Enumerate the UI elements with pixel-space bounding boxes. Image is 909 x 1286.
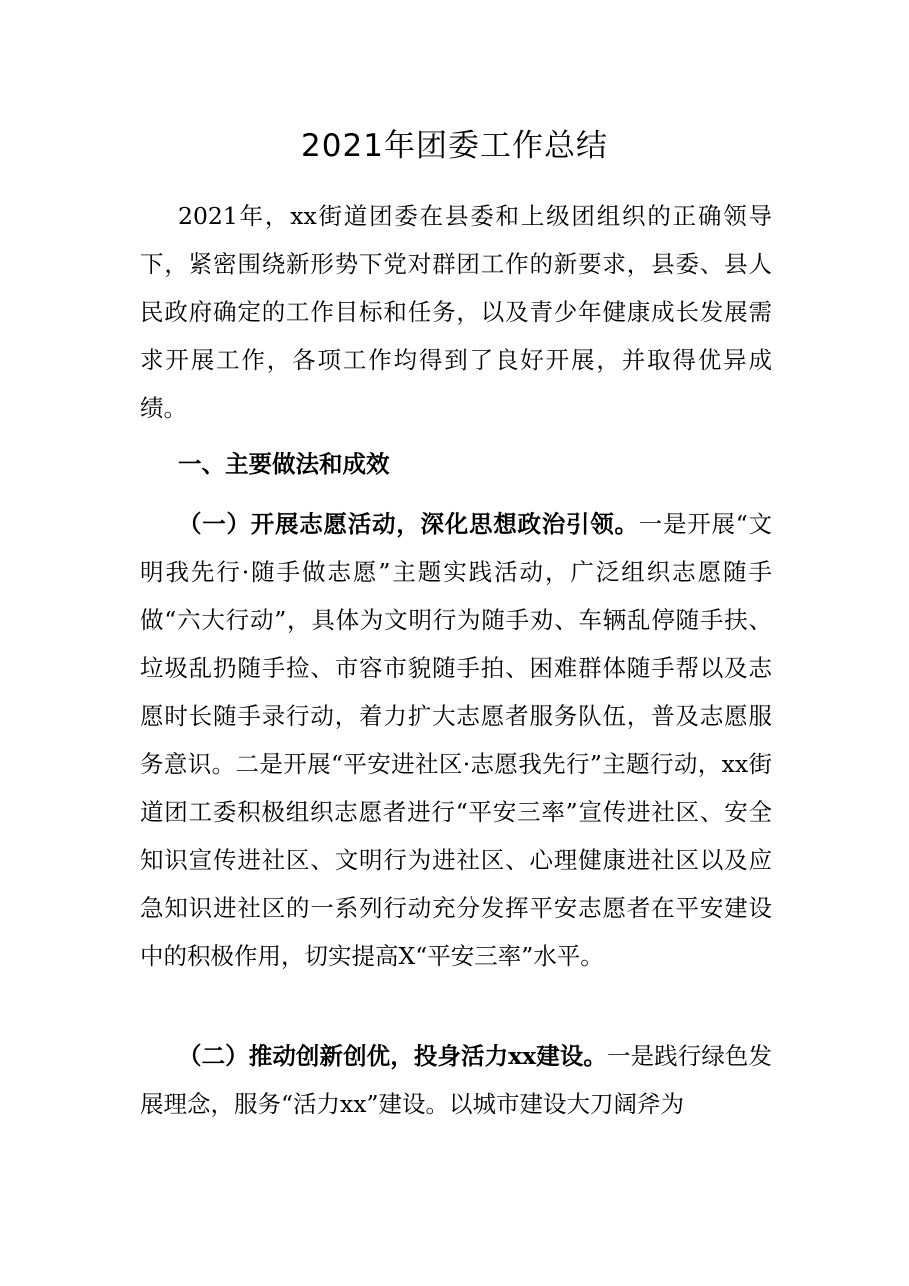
- item-2-body: 一是践行绿色发展理念，服务“活力xx”建设。以城市建设大刀阔斧为: [140, 1042, 772, 1118]
- item-1-body: 一是开展“文明我先行·随手做志愿”主题实践活动，广泛组织志愿随手做“六大行动”，具体为文明行为随手劝、车辆乱停随手扶、垃圾乱扔随手捡、市容市貌随手拍、困难群体随手帮以及志愿时长随手录行动，着力扩大志愿者服务队伍，普及志愿服务意识。二是开展“平安进社区·志愿我先行”主题行动，xx街道团工委积极组织志愿者进行“平安三率”宣传进社区、安全知识宣传进社区、文明行为进社区、心理健康进社区以及应急知识进社区的一系列行动充分发挥平安志愿者在平安建设中的积极作用，切实提高X“平安三率”水平。: [140, 510, 773, 970]
- intro-paragraph: 2021年，xx街道团委在县委和上级团组织的正确领导下，紧密围绕新形势下党对群团工作的新要求，县委、县人民政府确定的工作目标和任务，以及青少年健康成长发展需求开展工作，各项工作均得到了良好开展，并取得优异成绩。: [140, 202, 772, 422]
- item-2-lead: （二）推动创新创优，投身活力xx建设。: [178, 1042, 607, 1070]
- section-heading: 一、主要做法和成效: [178, 450, 390, 478]
- document-title: 2021年团委工作总结: [301, 128, 608, 164]
- item-2-paragraph: [140, 1032, 772, 1128]
- item-1-lead: （一）开展志愿活动，深化思想政治引领。: [178, 510, 639, 538]
- item-1-paragraph: [140, 500, 772, 980]
